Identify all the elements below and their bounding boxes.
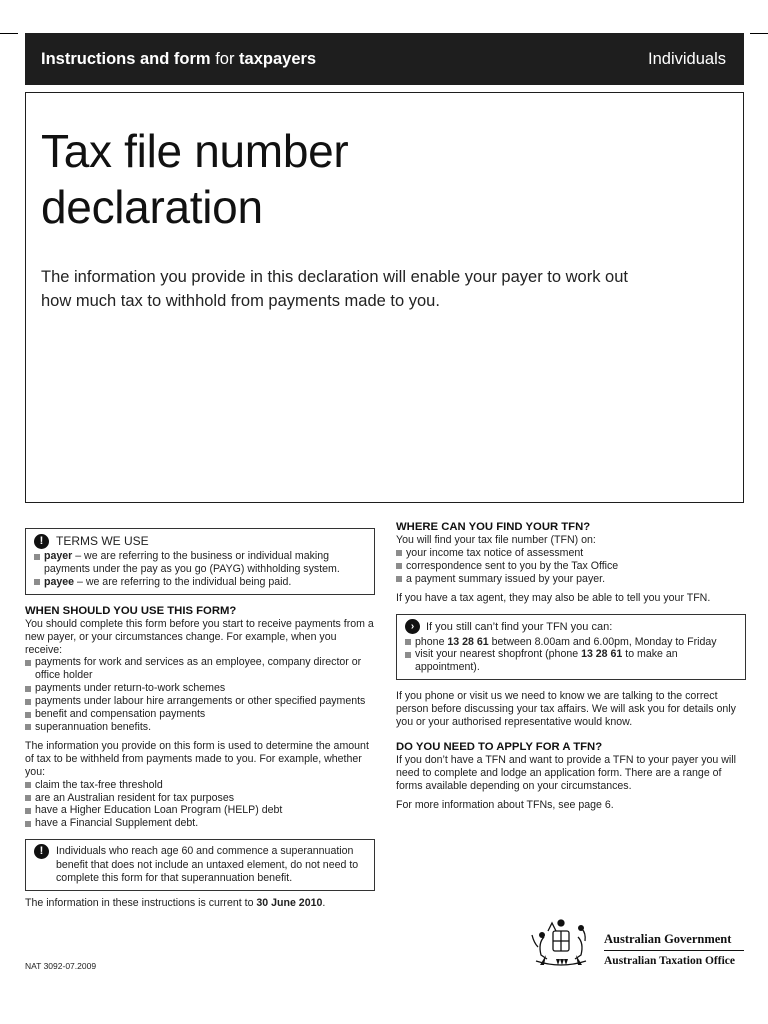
when-para-2: The information you provide on this form is used to determine the amount of tax to be withheld from payments made to you. For example, whether you:	[25, 739, 369, 778]
where-heading: WHERE CAN YOU FIND YOUR TFN?	[396, 521, 591, 533]
list-item: are an Australian resident for tax purposes	[25, 792, 375, 805]
where-intro: You will find your tax file number (TFN) on:	[396, 534, 596, 546]
when-list-2	[25, 779, 375, 831]
term-definition: – we are referring to the individual being paid.	[74, 575, 292, 588]
when-list	[25, 656, 375, 733]
government-logo	[526, 917, 746, 971]
when-intro: You should complete this form before you start to receive payments from a new payer, or your circumstances change. For example, when you receive:	[25, 617, 374, 656]
still-heading-text: If you still can’t find your TFN you can:	[426, 620, 613, 633]
page-title	[41, 123, 348, 235]
terms-list	[34, 550, 366, 589]
list-item	[405, 648, 737, 674]
terms-heading-text: TERMS WE USE	[56, 534, 149, 548]
form-code: NAT 3092-07.2009	[25, 961, 97, 971]
lead-paragraph: The information you provide in this declaration will enable your payer to work out how much tax to withhold from payments made to you.	[41, 268, 628, 310]
exclamation-circle-icon: !	[34, 844, 49, 859]
phone-post: between 8.00am and 6.00pm, Monday to Friday	[488, 635, 717, 648]
title-box	[25, 92, 744, 503]
logo-line-1: Australian Government	[604, 932, 732, 946]
crop-mark-right	[750, 33, 768, 34]
term-definition: – we are referring to the business or individual making payments under the pay as you go (PAYG) withholding system.	[44, 550, 340, 575]
list-item	[405, 636, 737, 649]
logo-line-2: Australian Taxation Office	[604, 955, 735, 967]
phone-number: 13 28 61	[447, 635, 489, 648]
phone-pre: phone	[415, 635, 448, 648]
list-item: payments under return-to-work schemes	[25, 682, 375, 695]
banner-bold-2: taxpayers	[239, 49, 317, 68]
age-note-text: Individuals who reach age 60 and commence a superannuation benefit that does not include an untaxed element, do not need to complete this form for that superannuation benefit.	[56, 845, 359, 885]
term-name: payee	[44, 575, 75, 588]
banner-bold-1: Instructions and form	[41, 49, 211, 68]
still-heading	[405, 619, 737, 635]
current-note-end: .	[322, 897, 326, 910]
terms-item	[34, 576, 366, 589]
left-column	[25, 528, 375, 910]
exclamation-circle-icon: !	[34, 534, 49, 549]
banner-category: Individuals	[648, 49, 726, 68]
visit-phone-number: 13 28 61	[581, 648, 623, 661]
list-item: your income tax notice of assessment	[396, 547, 746, 560]
still-cant-find-box	[396, 614, 746, 681]
list-item: superannuation benefits.	[25, 721, 375, 734]
apply-text: If you don’t have a TFN and want to provide a TFN to your payer you will need to complete and lodge an application form. There are a range of forms available depending on your circumstances.	[396, 753, 736, 792]
term-name: payer	[44, 550, 73, 562]
banner-title	[41, 50, 316, 69]
list-item: a payment summary issued by your payer.	[396, 573, 746, 586]
list-item: payments for work and services as an employee, company director or office holder	[25, 656, 375, 682]
list-item: payments under labour hire arrangements or other specified payments	[25, 695, 375, 708]
list-item: have a Financial Supplement debt.	[25, 817, 375, 830]
list-item: correspondence sent to you by the Tax Office	[396, 560, 746, 573]
when-heading: WHEN SHOULD YOU USE THIS FORM?	[25, 604, 237, 617]
chevron-right-circle-icon: ›	[405, 619, 420, 634]
coat-of-arms-icon	[526, 917, 596, 971]
visit-post: to make an appointment).	[415, 648, 678, 674]
current-note	[25, 897, 375, 910]
age-note-box	[25, 839, 375, 891]
visit-pre: visit your nearest shopfront (phone	[415, 648, 582, 661]
list-item: have a Higher Education Loan Program (HELP) debt	[25, 804, 375, 817]
logo-divider	[604, 950, 744, 951]
list-item: benefit and compensation payments	[25, 708, 375, 721]
current-note-date: 30 June 2010	[256, 897, 323, 910]
still-list	[405, 636, 737, 675]
terms-box	[25, 528, 375, 595]
crop-mark-left	[0, 33, 18, 34]
age-note	[34, 844, 366, 885]
terms-heading	[34, 533, 366, 549]
header-banner	[25, 33, 744, 85]
list-item: claim the tax-free threshold	[25, 779, 375, 792]
terms-item	[34, 550, 366, 576]
where-list	[396, 547, 746, 586]
current-note-text: The information in these instructions is current to	[25, 897, 257, 910]
page-title-line-1: Tax file number	[41, 125, 349, 177]
identity-note: If you phone or visit us we need to know we are talking to the correct person before discussing your tax affairs. We will ask you for details only you or your authorised representative would know.	[396, 690, 736, 729]
apply-heading: DO YOU NEED TO APPLY FOR A TFN?	[396, 740, 603, 753]
tax-agent-note: If you have a tax agent, they may also be able to tell you your TFN.	[396, 591, 711, 604]
right-column	[396, 521, 746, 812]
page-title-line-2: declaration	[41, 181, 263, 233]
more-info: For more information about TFNs, see page 6.	[396, 798, 614, 811]
banner-light: for	[215, 49, 235, 68]
